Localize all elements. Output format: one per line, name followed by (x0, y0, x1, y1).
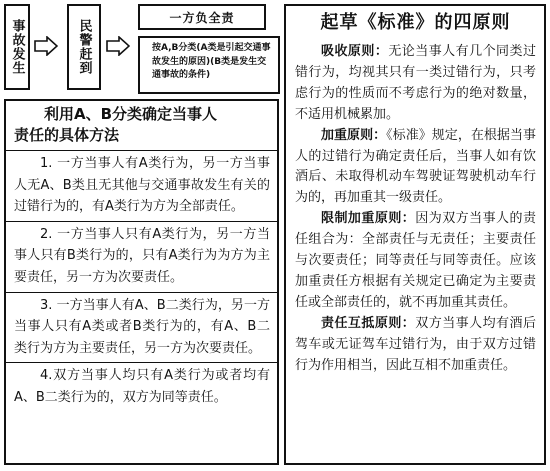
principles-title: 起草《标准》的四原则 (320, 12, 511, 33)
flow-box-accident (4, 4, 30, 90)
principle-body: 《标准》规定，在根据当事人的过错行为确定责任后，当事人如有饮酒后、未取得机动车驾驶证驾驶机动车行为的，再加重其一级责任。 (295, 127, 536, 206)
method-title (6, 101, 277, 151)
flow-box-full-duty (138, 4, 266, 30)
method-title-line2: 责任的具体方法 (14, 126, 120, 144)
method-item-4: 4.双方当事人均只有A类行为或者均有A、B二类行为的，双方为同等责任。 (14, 368, 270, 405)
flow-accident-label: 事故发生 (9, 19, 25, 75)
principle-head: 责任互抵原则： (321, 315, 416, 331)
principle-limited-aggravation (295, 209, 536, 314)
flow-arrow-right-icon (106, 36, 130, 56)
principle-body: 无论当事人有几个同类过错行为，均视其只有一类过错行为，只考虑行为的性质而不考虑行为的绝对数量，不适用机械累加。 (295, 44, 536, 122)
method-panel (4, 99, 279, 465)
principle-head: 加重原则： (321, 127, 387, 143)
flow-criteria-label: 按A,B分类(A类是引起交通事故发生的原因)(B类是发生交通事故的条件) (152, 43, 271, 80)
principle-head: 吸收原则： (321, 44, 389, 59)
flow-box-criteria (138, 36, 280, 94)
principles-panel (284, 4, 546, 465)
principle-offset (295, 314, 536, 377)
method-item-3: 3. 一方当事人有A、B二类行为，另一方当事人只有A类或者B类行为的，有A、B二类行为方为主要责任，另一方为次要责任。 (6, 293, 277, 364)
principle-body: 双方当事人均有酒后驾车或无证驾车过错行为，由于双方过错行为作用相当，因此互相不加重责任。 (295, 315, 536, 373)
principle-head: 限制加重原则： (321, 211, 416, 227)
method-title-line1: 利用A、B分类确定当事人 (44, 105, 218, 123)
principle-body: 因为双方当事人的责任组合为：全部责任与无责任；主要责任与次要责任；同等责任与同等责任。应该加重责任方根据有关规定已确定为主要责任或全部责任的，就不再加重其责任。 (295, 211, 536, 310)
principle-absorption (295, 42, 536, 126)
principle-aggravation (295, 126, 536, 210)
flow-box-police (67, 4, 101, 90)
flow-full-duty-label: 一方负全责 (169, 10, 235, 25)
flow-police-label: 民警赶到 (76, 19, 92, 75)
method-item-2: 2. 一方当事人只有A类行为，另一方当事人只有B类行为的，只有A类行为为方为主要责任，另一方为次要责任。 (6, 222, 277, 293)
method-item-1: 1. 一方当事人有A类行为，另一方当事人无A、B类且无其他与交通事故发生有关的过错行为的，有A类行为方为全部责任。 (6, 151, 277, 222)
flow-arrow-right-icon (34, 36, 58, 56)
